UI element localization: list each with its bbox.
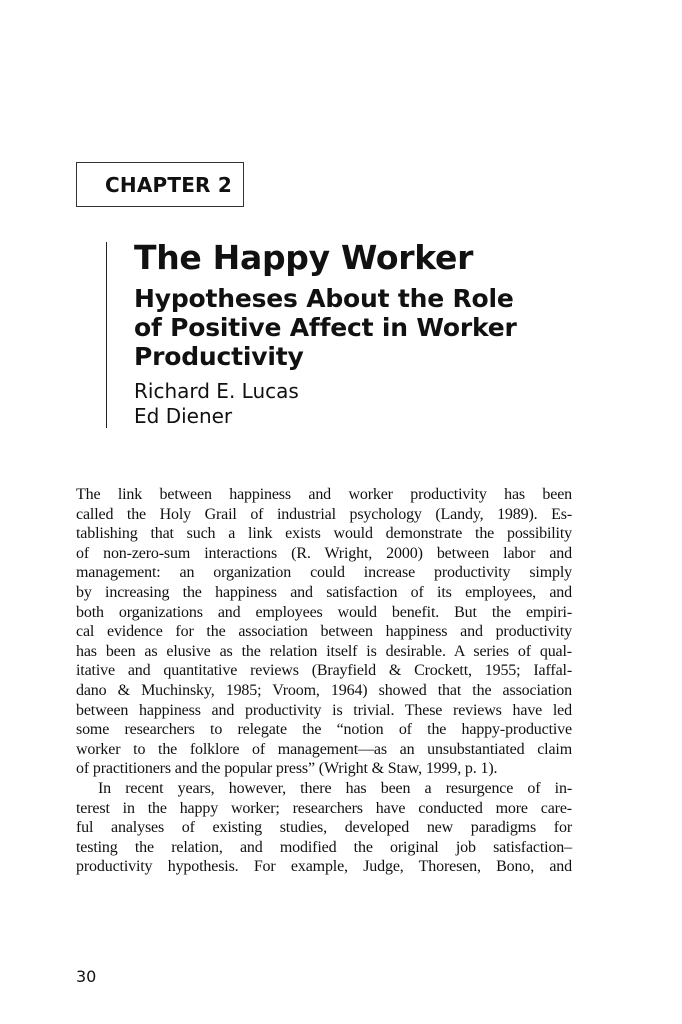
chapter-subtitle	[134, 284, 654, 371]
body-line: The link between happiness and worker productivity has been	[76, 486, 572, 503]
body-line: ful analyses of existing studies, developed new paradigms for	[76, 819, 572, 837]
subtitle-line: Productivity	[134, 342, 304, 371]
body-line: some researchers to relegate the “notion of the happy-productive	[76, 721, 572, 739]
body-line: of practitioners and the popular press” (Wright & Staw, 1999, p. 1).	[76, 760, 498, 778]
body-line: called the Holy Grail of industrial psychology (Landy, 1989). Es-	[76, 505, 572, 523]
body-line: management: an organization could increase productivity simply	[76, 564, 572, 582]
body-line: itative and quantitative reviews (Brayfield & Crockett, 1955; Iaffal-	[76, 662, 572, 680]
subtitle-line: of Positive Affect in Worker	[134, 313, 517, 342]
body-line: has been as elusive as the relation itself is desirable. A series of qual-	[76, 642, 572, 660]
body-line: both organizations and employees would benefit. But the empiri-	[76, 603, 572, 621]
page-number: 30	[76, 967, 97, 986]
body-line: by increasing the happiness and satisfaction of its employees, and	[76, 583, 572, 601]
author-name: Richard E. Lucas	[134, 379, 299, 403]
body-line: dano & Muchinsky, 1985; Vroom, 1964) showed that the association	[76, 681, 572, 699]
author-name: Ed Diener	[134, 404, 233, 428]
body-line: tablishing that such a link exists would demonstrate the possibility	[76, 525, 572, 543]
body-text	[76, 485, 572, 877]
body-line: testing the relation, and modified the original job satisfaction–	[76, 838, 572, 856]
body-line: cal evidence for the association between happiness and productivity	[76, 623, 572, 641]
body-line: between happiness and productivity is trivial. These reviews have led	[76, 701, 572, 719]
subtitle-line: Hypotheses About the Role	[134, 284, 514, 313]
body-line: of non-zero-sum interactions (R. Wright, 2000) between labor and	[76, 544, 572, 562]
body-line: In recent years, however, there has been a resurgence of in-	[98, 779, 572, 797]
chapter-title: The Happy Worker	[134, 238, 474, 277]
body-line: terest in the happy worker; researchers have conducted more care-	[76, 799, 572, 817]
chapter-label: CHAPTER 2	[76, 162, 244, 207]
body-line: worker to the folklore of management—as an unsubstantiated claim	[76, 740, 572, 758]
author-list	[134, 379, 654, 429]
title-rule-divider	[106, 242, 107, 428]
chapter-title-block	[134, 238, 654, 429]
body-line: productivity hypothesis. For example, Judge, Thoresen, Bono, and	[76, 858, 572, 876]
